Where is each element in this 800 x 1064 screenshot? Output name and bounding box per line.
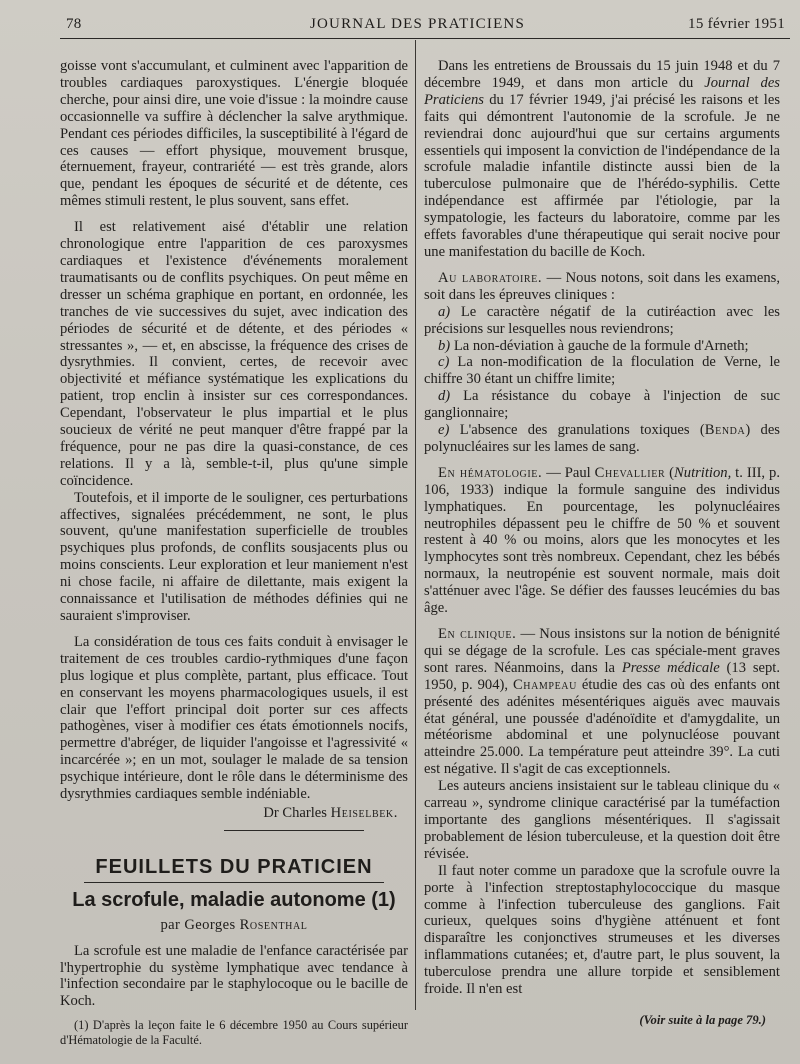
list-item: [424, 338, 780, 355]
column-divider: [415, 40, 416, 1010]
article-intro: La scrofule est une maladie de l'enfance caractérisée par l'hypertrophie du système lymphatique avec tendance à l'infection secondaire par le staphylocoque ou le bacille de Koch.: [60, 942, 408, 1010]
item-letter: e): [438, 422, 450, 439]
paragraph: [424, 626, 780, 778]
paragraph: Il faut noter comme un paradoxe que la scrofule ouvre la porte à l'infection streptostaphylococcique du masque comme à l'infection tuberculeuse des ganglions. Fait curieux, quelques soins d'hygiène atténuent et font disparaître les conjonctives strumeuses et les diverses inflammations cutanées; et, d'autre part, le plus souvent, la tuberculose prendra une allure torpide et sensiblement froide. Il n'en est: [424, 862, 780, 998]
item-letter: d): [438, 388, 451, 405]
signature-prefix: Dr Charles: [263, 804, 331, 821]
page-number: 78: [66, 16, 82, 32]
author-name: Chevallier: [594, 464, 666, 481]
text-run: (: [665, 464, 675, 481]
lab-list: [424, 304, 780, 456]
paragraph: [424, 270, 780, 304]
paragraph: La considération de tous ces faits conduit à envisager le traitement de ces troubles cardio-rythmiques d'une façon plus logique et plus complète, partant, plus efficace. Tout en conservant les moyens pharmacologiques usuels, il est clair que l'effort principal doit porter sur ces affects pathogènes, viser à modifier ces états émotionnels nocifs, permettre d'abréger, de liquider l'angoisse et l'agressivité « incarcérée »; en un mot, soulager le malade de sa tension psychique intérieure, dont le rôle dans le déterminisme des dysrythmies cardiaques semble indéniable.: [60, 633, 408, 803]
section-lead: Au laboratoire.: [438, 269, 543, 286]
paragraph: goisse vont s'accumulant, et culminent avec l'apparition de troubles cardiaques paroxystiques. L'énergie bloquée cherche, pour ainsi dire, une voie d'issue : la moindre cause occasionnelle va suffire à déclencher la salve arythmique. Pendant ces périodes difficiles, la susceptibilité à l'égard de ces causes — effort physique, mouvement brusque, éternuement, frayeur, contrariété — est très grande, alors que, pendant les époques de sécurité et de détente, ces mêmes stimuli restent, le plus souvent, sans effet.: [60, 58, 408, 210]
byline-prefix: par Georges: [160, 916, 240, 933]
section-lead: En clinique.: [438, 626, 517, 642]
footnote: (1) D'après la leçon faite le 6 décembre 1950 au Cours supérieur d'Hématologie de la Faculté.: [60, 1018, 408, 1047]
item-text: ) des polynucléaires sur les lames de sang.: [424, 422, 780, 455]
author-signature: [60, 805, 408, 822]
right-column: [424, 58, 780, 1029]
list-item: [424, 304, 780, 338]
item-letter: a): [438, 303, 451, 320]
running-header: [60, 16, 785, 38]
section-lead: En hématologie.: [438, 464, 543, 481]
list-item: [424, 422, 780, 456]
list-item: [424, 388, 780, 422]
text-run: — Paul: [542, 464, 595, 481]
signature-rule: [224, 830, 364, 831]
item-letter: b): [438, 337, 451, 354]
text-run: du 17 février 1949, j'ai précisé les raisons et les faits qui démontrent l'autonomie de la scrofule. Je ne reviendrai donc aujourd'hui que sur certains arguments essentiels qui imposent la conviction de l'indépendance de la scrofule maladie infantile distincte aussi bien de la tuberculose pulmonaire que de l'hérédo-syphilis. Cette indépendance est affirmée par l'étiologie, par la sympatologie, les facteurs du laboratoire, comme par les effets favorables d'une thérapeutique qui serait nocive pour une manifestation du bacille de Koch.: [424, 91, 780, 260]
text-run: (13 sept. 1950, p. 904),: [424, 659, 780, 693]
paragraph: [424, 58, 780, 261]
issue-date: 15 février 1951: [688, 16, 785, 32]
text-run: étudie des cas où des enfants ont présenté des adénites mésentériques aiguës avec mauvais état général, une poussée d'adénoïdite et d'amygdalite, un météorisme abdominal et une polynucléose pouvant atteindre 25.000. La température peut atteindre 39°. La cuti est négative. Il s'agit de cas exceptionnels.: [424, 676, 780, 778]
item-text: La non-déviation à gauche de la formule d'Arneth;: [450, 337, 749, 354]
paragraph: Les auteurs anciens insistaient sur le tableau clinique du « carreau », syndrome clinique caractérisé par la tuméfaction importante des ganglions mésentériques. Il s'agissait probablement de lésion tuberculeuse, et la question doit être révisée.: [424, 778, 780, 862]
item-letter: c): [438, 354, 450, 371]
left-column: [60, 58, 408, 1047]
text-run: Dans les entretiens de Broussais du 15 juin 1948 et du 7 décembre 1949, et dans mon article du: [424, 58, 780, 91]
item-text: La non-modification de la floculation de Verne, le chiffre 30 étant un chiffre limite;: [424, 354, 780, 388]
byline-name: Rosenthal: [239, 916, 308, 933]
journal-reference: Nutrition,: [674, 464, 732, 481]
article-title: La scrofule, maladie autonome (1): [72, 888, 396, 911]
signature-name: Heiselbek.: [330, 804, 398, 821]
text-run: — Nous insistons sur la notion de bénignité qui se dégage de la scrofule. Les cas spéciale-ment graves sont rares. Néanmoins, dans la: [424, 626, 780, 676]
journal-reference: Journal des Praticiens: [424, 74, 780, 108]
author-name: Benda: [704, 422, 746, 439]
item-text: La résistance du cobaye à l'injection de suc ganglionnaire;: [424, 388, 780, 422]
text-run: — Nous notons, soit dans les examens, soit dans les épreuves cliniques :: [424, 269, 780, 303]
paragraph: Il est relativement aisé d'établir une relation chronologique entre l'apparition de ces paroxysmes cardiaques et l'existence d'événements moralement traumatisants ou de conflits psychiques. On peut même en dresser un schéma graphique en portant, en ordonnée, les tranches de vie successives du sujet, avec indication des périodes de sécurité et de détente, et des périodes « stressantes », — et, en abscisse, la fréquence des crises de dysrythmies. Il convient, certes, de recevoir avec objectivité et méfiance systématique les explications du patient, trop enclin à insister sur ces correspondances. Cependant, l'observateur le plus impartial et le plus soucieux de vérité ne peut manquer d'être frappé par la fréquence, pour ne pas dire la quasi-constance, de ces relations. Il y a là, semble-t-il, plus qu'une simple coïncidence.: [60, 219, 408, 489]
article-byline: [60, 917, 408, 934]
item-text: Le caractère négatif de la cutiréaction avec les précisions sur lesquelles nous reviendrons;: [424, 303, 780, 337]
author-name: Champeau: [512, 676, 577, 693]
list-item: [424, 354, 780, 388]
rubric-rule: [84, 882, 384, 883]
journal-title: JOURNAL DES PRATICIENS: [309, 16, 526, 32]
continued-notice: (Voir suite à la page 79.): [639, 1012, 766, 1027]
rubric-heading: FEUILLETS DU PRATICIEN: [95, 855, 373, 878]
paragraph: Toutefois, et il importe de le souligner, ces perturbations affectives, signalées précédemment, ne sont, le plus souvent, qu'une manifestation superficielle de troubles psychiques plus profonds, de conflits sousjacents plus ou moins conscients. Leur exploration et leur maniement n'est ni chose facile, ni affaire de dilettante, mais exigent la connaissance et l'utilisation de méthodes définies qui ne sauraient s'improviser.: [60, 489, 408, 624]
journal-reference: Presse médicale: [621, 659, 720, 676]
text-run: t. III, p. 106, 1933) indique la formule sanguine des individus lymphatiques. En pourcentage, les polynucléaires neutrophiles dépassent peu le chiffre de 50 % et souvent restent à 40 % ou moins, alors que les monocytes et les lymphocytes sont très nombreux. Cependant, chez les bébés normaux, la neutropénie est souvent normale, mais doit s'atténuer avec l'âge. Se défier des fausses leucémies du bas âge.: [424, 464, 780, 617]
header-rule: [60, 38, 790, 39]
paragraph: [424, 465, 780, 617]
item-text: L'absence des granulations toxiques (: [449, 422, 705, 439]
